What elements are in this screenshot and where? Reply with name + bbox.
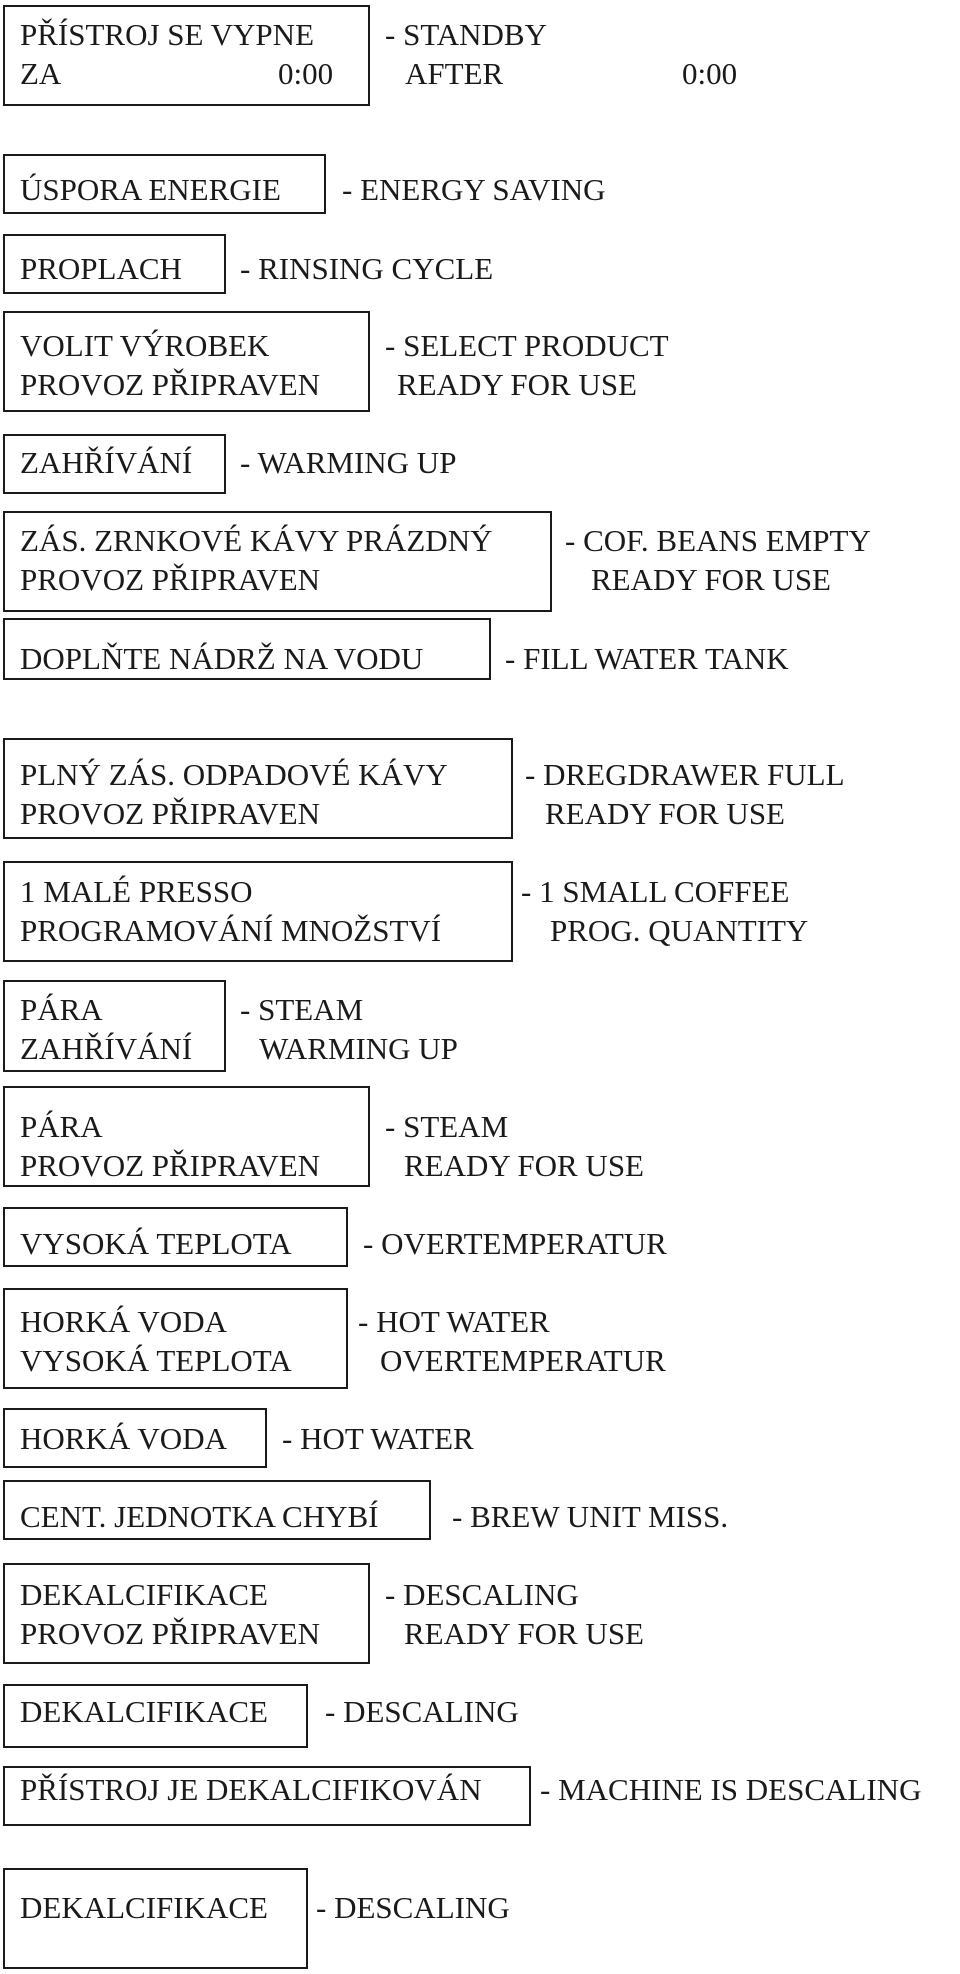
english-translation-line-2: READY FOR USE — [545, 796, 785, 831]
english-translation-line-2: READY FOR USE — [404, 1148, 644, 1183]
display-message-line-1: VOLIT VÝROBEK — [20, 328, 270, 363]
english-translation-timer-value: 0:00 — [682, 56, 738, 91]
display-message-line-1: PÁRA — [20, 1109, 103, 1144]
display-message-line-2: PROVOZ PŘIPRAVEN — [20, 796, 321, 831]
display-message-line-1: ÚSPORA ENERGIE — [20, 172, 281, 207]
english-translation-line-1: - STEAM — [240, 992, 364, 1027]
display-message-line-2: ZA — [20, 56, 62, 91]
english-translation-line-1: - MACHINE IS DESCALING — [540, 1772, 922, 1807]
english-translation-line-2: PROG. QUANTITY — [550, 913, 809, 948]
english-translation-line-1: - STEAM — [385, 1109, 509, 1144]
english-translation-line-1: - FILL WATER TANK — [505, 641, 789, 676]
display-message-line-2: ZAHŘÍVÁNÍ — [20, 1031, 193, 1066]
display-message-line-2: PROVOZ PŘIPRAVEN — [20, 1616, 321, 1651]
display-message-line-1: HORKÁ VODA — [20, 1304, 227, 1339]
display-message-line-2: PROVOZ PŘIPRAVEN — [20, 562, 321, 597]
english-translation-line-2: READY FOR USE — [397, 367, 637, 402]
english-translation-line-1: - DESCALING — [325, 1694, 519, 1729]
display-message-line-1: ZAHŘÍVÁNÍ — [20, 445, 193, 480]
display-message-line-1: PŘÍSTROJ SE VYPNE — [20, 17, 315, 52]
english-translation-line-1: - RINSING CYCLE — [240, 251, 494, 286]
english-translation-line-1: - HOT WATER — [358, 1304, 550, 1339]
english-translation-line-2: WARMING UP — [259, 1031, 458, 1066]
english-translation-line-1: - DESCALING — [316, 1890, 510, 1925]
english-translation-line-1: - WARMING UP — [240, 445, 457, 480]
display-message-line-2: VYSOKÁ TEPLOTA — [20, 1343, 292, 1378]
display-message-line-1: PROPLACH — [20, 251, 182, 286]
display-message-line-2: PROGRAMOVÁNÍ MNOŽSTVÍ — [20, 913, 442, 948]
english-translation-line-1: - ENERGY SAVING — [342, 172, 606, 207]
display-message-line-1: PŘÍSTROJ JE DEKALCIFIKOVÁN — [20, 1772, 482, 1807]
english-translation-line-2: OVERTEMPERATUR — [380, 1343, 666, 1378]
display-message-line-1: VYSOKÁ TEPLOTA — [20, 1226, 292, 1261]
display-message-line-2: PROVOZ PŘIPRAVEN — [20, 1148, 321, 1183]
display-message-line-2: PROVOZ PŘIPRAVEN — [20, 367, 321, 402]
display-message-line-1: DEKALCIFIKACE — [20, 1890, 268, 1925]
english-translation-line-1: - HOT WATER — [282, 1421, 474, 1456]
english-translation-line-1: - STANDBY — [385, 17, 547, 52]
display-message-line-1: DEKALCIFIKACE — [20, 1577, 268, 1612]
english-translation-line-1: - 1 SMALL COFFEE — [521, 874, 790, 909]
display-message-line-1: PÁRA — [20, 992, 103, 1027]
display-message-line-1: HORKÁ VODA — [20, 1421, 227, 1456]
english-translation-line-1: - SELECT PRODUCT — [385, 328, 669, 363]
display-message-line-1: ZÁS. ZRNKOVÉ KÁVY PRÁZDNÝ — [20, 523, 493, 558]
display-message-line-1: 1 MALÉ PRESSO — [20, 874, 253, 909]
display-message-line-1: CENT. JEDNOTKA CHYBÍ — [20, 1499, 379, 1534]
english-translation-line-1: - OVERTEMPERATUR — [363, 1226, 667, 1261]
english-translation-line-2: READY FOR USE — [404, 1616, 644, 1651]
english-translation-line-1: - DESCALING — [385, 1577, 579, 1612]
english-translation-line-1: - BREW UNIT MISS. — [452, 1499, 729, 1534]
display-message-line-1: DOPLŇTE NÁDRŽ NA VODU — [20, 641, 424, 676]
display-message-timer-value: 0:00 — [278, 56, 334, 91]
english-translation-line-1: - COF. BEANS EMPTY — [565, 523, 871, 558]
display-message-line-1: DEKALCIFIKACE — [20, 1694, 268, 1729]
english-translation-line-2: READY FOR USE — [591, 562, 831, 597]
display-message-line-1: PLNÝ ZÁS. ODPADOVÉ KÁVY — [20, 757, 448, 792]
english-translation-line-1: - DREGDRAWER FULL — [525, 757, 845, 792]
english-translation-line-2: AFTER — [405, 56, 504, 91]
